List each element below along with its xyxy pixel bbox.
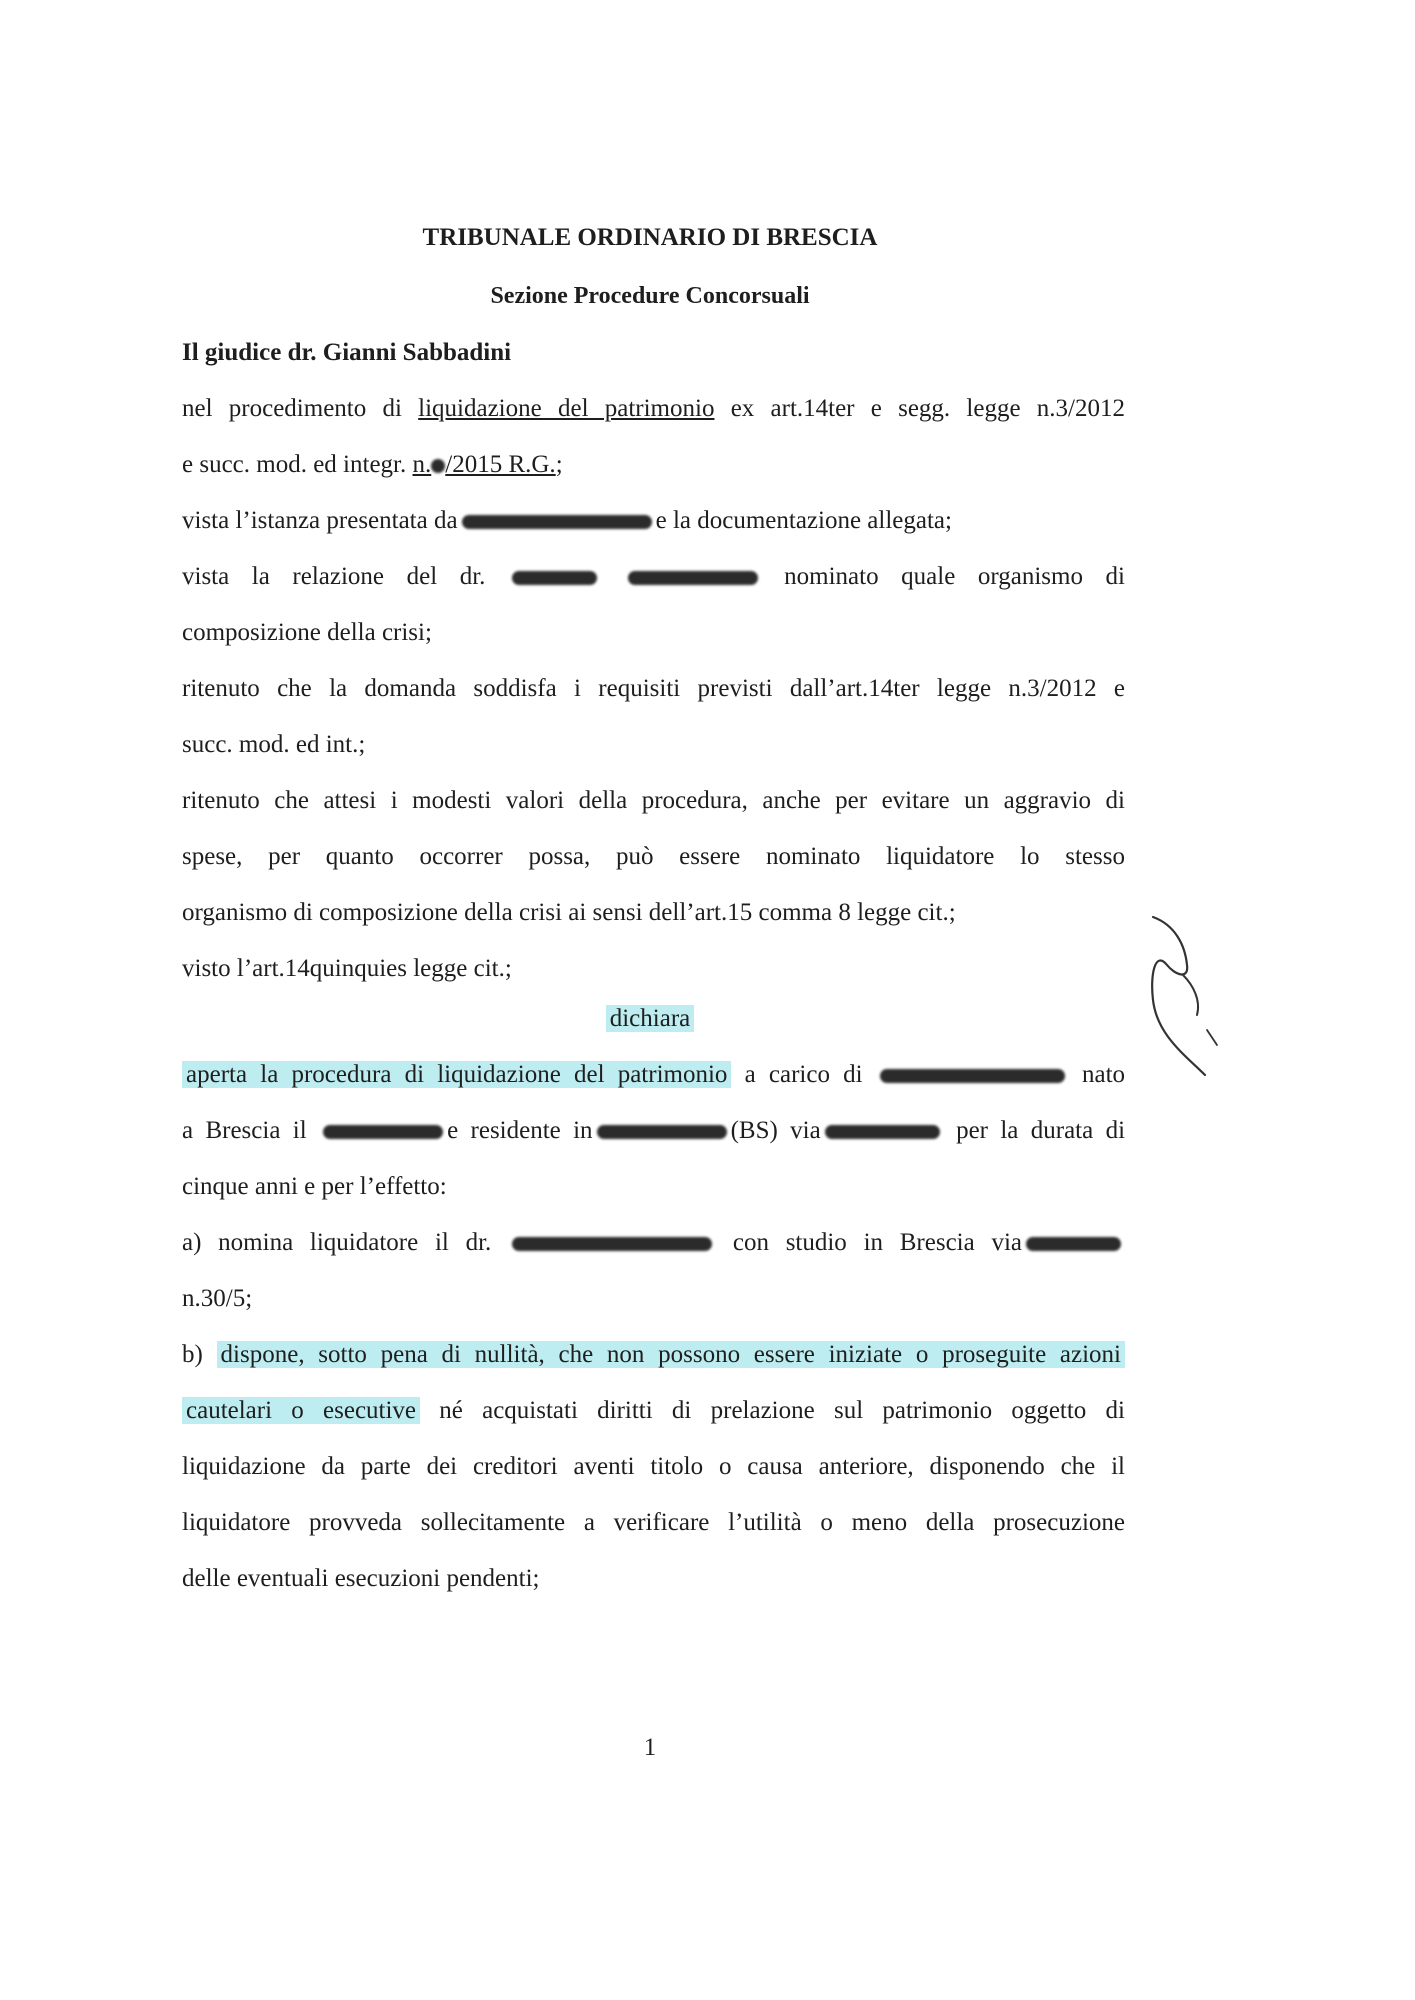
- body-line-11: visto l’art.14quinquies legge cit.;: [182, 955, 512, 982]
- body-line-14: cinque anni e per l’effetto:: [182, 1173, 447, 1200]
- body-line-12: [182, 1059, 1125, 1091]
- redaction-mark: [512, 1237, 712, 1251]
- body-line-15: [182, 1227, 1125, 1259]
- signature-mark: [1145, 905, 1225, 1085]
- highlighted-text: dichiara: [606, 1005, 695, 1032]
- judge-line: Il giudice dr. Gianni Sabbadini: [182, 339, 512, 366]
- body-line-10: organismo di composizione della crisi ai sensi dell’art.15 comma 8 legge cit.;: [182, 899, 956, 926]
- text-span: con studio in Brescia via: [732, 1229, 1023, 1256]
- body-line-17: [182, 1339, 1125, 1371]
- body-line-4: [182, 561, 1125, 593]
- body-line-8: ritenuto che attesi i modesti valori della procedura, anche per evitare un aggravio di: [182, 787, 1125, 814]
- text-span: da: [433, 507, 458, 534]
- highlighted-text: dispone, sotto pena di nullità, che non possono essere iniziate o proseguite azioni: [217, 1341, 1125, 1368]
- text-span: nel procedimento di: [182, 395, 419, 422]
- highlighted-text: aperta la procedura di liquidazione del patrimonio: [182, 1061, 731, 1088]
- text-span: nato: [1081, 1061, 1126, 1088]
- text-span: ;: [555, 451, 563, 478]
- body-line-1: [182, 393, 1125, 425]
- underlined-text: n.: [412, 451, 432, 478]
- section-title: Sezione Procedure Concorsuali: [490, 283, 810, 309]
- text-span: né acquistati diritti di prelazione sul patrimonio oggetto di: [420, 1397, 1125, 1424]
- body-line-6: ritenuto che la domanda soddisfa i requisiti previsti dall’art.14ter legge n.3/2012 e: [182, 675, 1125, 702]
- redaction-mark: [597, 1125, 727, 1139]
- redaction-mark: [825, 1125, 940, 1139]
- body-line-16: n.30/5;: [182, 1285, 253, 1312]
- underlined-text: /2015 R.G.: [445, 451, 556, 478]
- dichiara-heading: [0, 1003, 1300, 1035]
- redaction-mark: [628, 571, 758, 585]
- body-line-19: liquidazione da parte dei creditori aventi titolo o causa anteriore, disponendo che il: [182, 1453, 1125, 1480]
- redaction-mark: [323, 1125, 443, 1139]
- highlighted-text: cautelari o esecutive: [182, 1397, 420, 1424]
- text-span: e succ. mod. ed integr.: [182, 451, 413, 478]
- body-line-18: [182, 1395, 1125, 1427]
- text-span: a) nomina liquidatore il dr.: [182, 1229, 492, 1256]
- text-span: (BS) via: [730, 1117, 821, 1144]
- redaction-mark: [431, 459, 445, 473]
- text-span: vista l’istanza presentata: [182, 507, 434, 534]
- text-span: b): [182, 1341, 217, 1368]
- page-number: 1: [643, 1734, 657, 1761]
- text-span: vista la relazione del dr.: [182, 563, 486, 590]
- text-span: a carico di: [744, 1061, 863, 1088]
- body-line-5: composizione della crisi;: [182, 619, 432, 646]
- text-span: e residente in: [447, 1117, 593, 1144]
- text-span: per la durata di: [956, 1117, 1126, 1144]
- text-span: nominato quale organismo di: [784, 563, 1125, 590]
- redaction-mark: [462, 515, 652, 529]
- body-line-7: succ. mod. ed int.;: [182, 731, 366, 758]
- text-span: a Brescia il: [182, 1117, 307, 1144]
- text-span: ex art.14ter e segg. legge n.3/2012: [714, 395, 1125, 422]
- redaction-mark: [1026, 1237, 1121, 1251]
- redaction-mark: [880, 1069, 1065, 1083]
- body-line-2: [182, 449, 563, 481]
- body-line-3: [182, 505, 952, 537]
- body-line-20: liquidatore provveda sollecitamente a verificare l’utilità o meno della prosecuzione: [182, 1509, 1125, 1536]
- body-line-21: delle eventuali esecuzioni pendenti;: [182, 1565, 540, 1592]
- redaction-mark: [512, 571, 597, 585]
- body-line-9: spese, per quanto occorrer possa, può essere nominato liquidatore lo stesso: [182, 843, 1125, 870]
- text-span: e la documentazione allegata;: [655, 507, 952, 534]
- underlined-text: liquidazione del patrimonio: [418, 395, 715, 422]
- body-line-13: [182, 1115, 1125, 1147]
- court-title: TRIBUNALE ORDINARIO DI BRESCIA: [422, 224, 878, 251]
